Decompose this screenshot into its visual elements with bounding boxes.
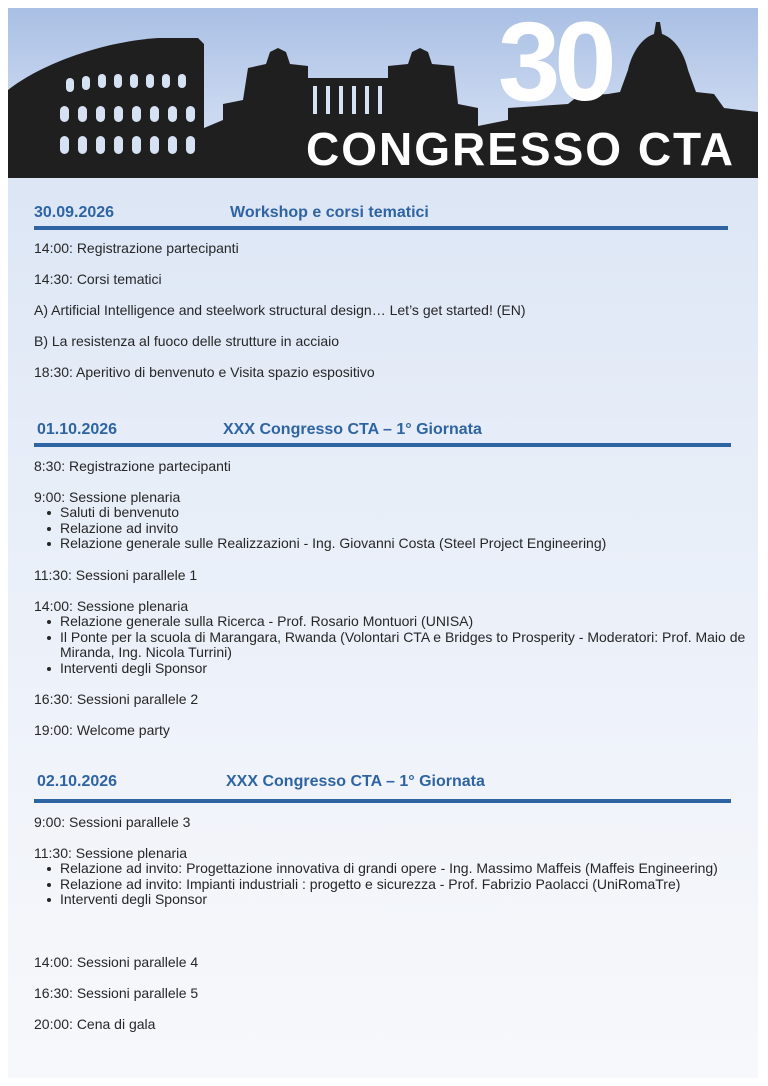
day1-item: A) Artificial Intelligence and steelwork structural design… Let’s get started! (EN) — [34, 302, 526, 318]
day2-date: 01.10.2026 — [37, 421, 118, 438]
day1-date: 30.09.2026 — [34, 204, 115, 221]
header-banner — [8, 8, 758, 178]
list-item: Relazione ad invito: Progettazione innovativa di grandi opere - Ing. Massimo Maffeis (Maffeis Engineering) — [34, 861, 758, 877]
day2-divider — [34, 443, 731, 447]
day1-header — [34, 204, 734, 226]
day2-title: XXX Congresso CTA – 1° Giornata — [223, 421, 482, 438]
day2-plenary-1: 9:00: Sessione plenaria — [34, 489, 181, 505]
day1-item: 18:30: Aperitivo di benvenuto e Visita spazio espositivo — [34, 364, 375, 380]
list-item: Interventi degli Sponsor — [34, 892, 758, 908]
day3-header — [37, 773, 737, 795]
day3-date: 02.10.2026 — [37, 773, 118, 790]
day2-plenary-2: 14:00: Sessione plenaria — [34, 598, 189, 614]
day1-divider — [34, 226, 728, 230]
list-item: Relazione generale sulle Realizzazioni - Ing. Giovanni Costa (Steel Project Engineering) — [34, 536, 758, 552]
list-item: Relazione ad invito: Impianti industriali : progetto e sicurezza - Prof. Fabrizio Paolacci (UniRomaTre) — [34, 877, 758, 893]
day2-header — [37, 421, 737, 443]
list-item: Interventi degli Sponsor — [34, 661, 758, 677]
congress-title: CONGRESSO CTA — [306, 123, 735, 175]
day2-plenary-2-list — [34, 614, 758, 676]
list-item: Il Ponte per la scuola di Marangara, Rwanda (Volontari CTA e Bridges to Prosperity - Moderatori: Prof. Maio de Miranda, Ing. Nicola Turrini) — [34, 630, 758, 661]
list-item: Saluti di benvenuto — [34, 505, 758, 521]
congress-number: 30 — [498, 8, 611, 124]
day3-parallel-4: 14:00: Sessioni parallele 4 — [34, 954, 199, 970]
day2-parallel-1: 11:30: Sessioni parallele 1 — [34, 567, 198, 583]
day2-plenary-1-list — [34, 505, 758, 552]
list-item: Relazione generale sulla Ricerca - Prof. Rosario Montuori (UNISA) — [34, 614, 758, 630]
day3-divider — [34, 799, 731, 803]
day2-registration: 8:30: Registrazione partecipanti — [34, 458, 231, 474]
day3-gala-dinner: 20:00: Cena di gala — [34, 1016, 156, 1032]
day2-welcome-party: 19:00: Welcome party — [34, 722, 170, 738]
day3-parallel-3: 9:00: Sessioni parallele 3 — [34, 814, 191, 830]
day3-title: XXX Congresso CTA – 1° Giornata — [226, 773, 485, 790]
day1-item: 14:30: Corsi tematici — [34, 271, 162, 287]
day3-plenary: 11:30: Sessione plenaria — [34, 845, 188, 861]
day1-item: 14:00: Registrazione partecipanti — [34, 240, 239, 256]
day2-parallel-2: 16:30: Sessioni parallele 2 — [34, 691, 199, 707]
day1-title: Workshop e corsi tematici — [230, 204, 429, 221]
list-item: Relazione ad invito — [34, 521, 758, 537]
day3-parallel-5: 16:30: Sessioni parallele 5 — [34, 985, 199, 1001]
day3-plenary-list — [34, 861, 758, 908]
day1-item: B) La resistenza al fuoco delle strutture in acciaio — [34, 333, 340, 349]
program-page — [8, 8, 758, 1078]
